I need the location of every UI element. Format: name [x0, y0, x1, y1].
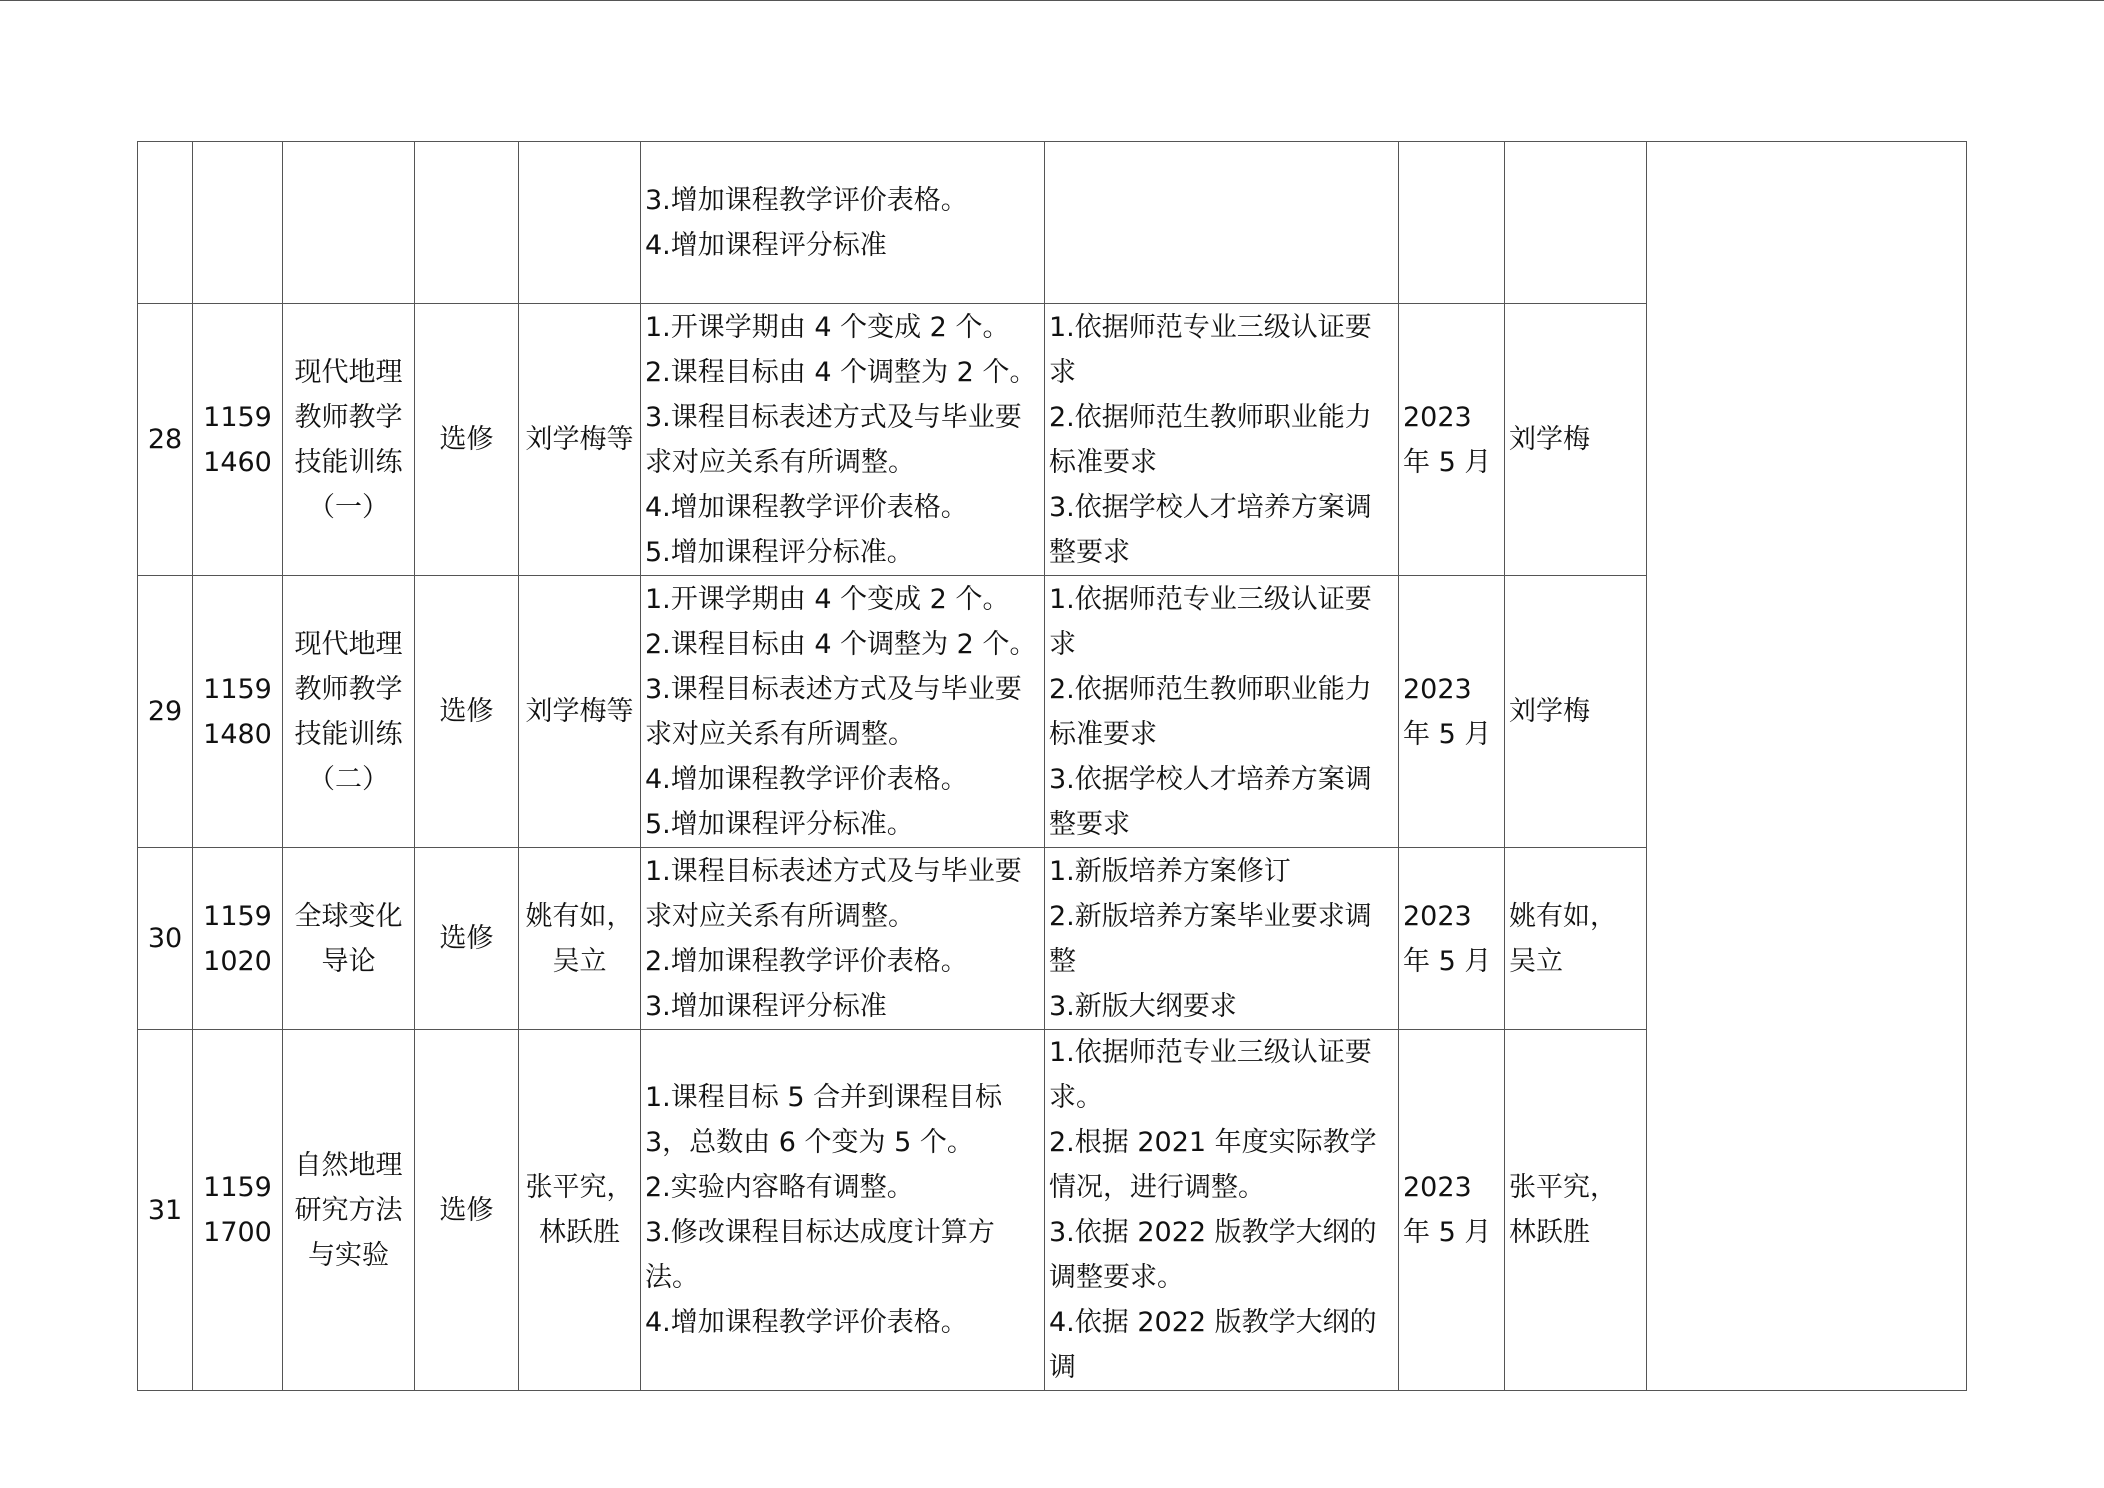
course-code: 11591460 [193, 304, 283, 576]
course-type: 选修 [415, 1030, 519, 1391]
revision-item: 2.实验内容略有调整。 [645, 1172, 914, 1203]
revision-basis [1045, 142, 1399, 304]
revision-date: 2023 年 5 月 [1399, 304, 1505, 576]
revision-item: 2.课程目标由 4 个调整为 2 个。 [645, 356, 1037, 388]
revision-item: 2.增加课程教学评价表格。 [645, 945, 968, 977]
revision-basis [1045, 576, 1399, 848]
revision-content [641, 304, 1045, 576]
row-number: 30 [138, 848, 193, 1030]
basis-item: 1.依据师范专业三级认证要求 [1049, 311, 1372, 388]
row-number: 31 [138, 1030, 193, 1391]
revision-date: 2023 年 5 月 [1399, 1030, 1505, 1391]
basis-item: 3.依据学校人才培养方案调整要求 [1049, 763, 1372, 840]
course-type: 选修 [415, 848, 519, 1030]
course-code [193, 142, 283, 304]
revision-item: 1.课程目标 5 合并到课程目标 3，总数由 6 个变为 5 个。 [645, 1082, 1003, 1158]
revision-person: 刘学梅 [1505, 576, 1647, 848]
revision-item: 4.增加课程教学评价表格。 [645, 1307, 968, 1338]
revision-item: 2.课程目标由 4 个调整为 2 个。 [645, 628, 1037, 660]
revision-item: 5.增加课程评分标准。 [645, 808, 914, 840]
course-code: 11591700 [193, 1030, 283, 1391]
revision-date: 2023 年 5 月 [1399, 576, 1505, 848]
page-top-border [0, 0, 2104, 1]
revision-person [1505, 142, 1647, 304]
revision-item: 3.课程目标表述方式及与毕业要求对应关系有所调整。 [645, 673, 1022, 750]
course-name: 现代地理教师教学技能训练（二） [283, 576, 415, 848]
revision-item: 3.增加课程教学评价表格。 [645, 184, 968, 216]
course-type: 选修 [415, 304, 519, 576]
revision-item: 1.开课学期由 4 个变成 2 个。 [645, 311, 1010, 343]
basis-item: 1.依据师范专业三级认证要求。 [1049, 1037, 1372, 1113]
remarks-cell [1647, 142, 1967, 1391]
table-row [138, 142, 1967, 304]
revision-item: 3.增加课程评分标准 [645, 990, 887, 1022]
revision-person: 张平究，林跃胜 [1505, 1030, 1647, 1391]
course-name [283, 142, 415, 304]
revision-date: 2023 年 5 月 [1399, 848, 1505, 1030]
revision-item: 1.开课学期由 4 个变成 2 个。 [645, 583, 1010, 615]
basis-item: 1.依据师范专业三级认证要求 [1049, 583, 1372, 660]
revision-content [641, 142, 1045, 304]
revision-item: 5.增加课程评分标准。 [645, 536, 914, 568]
basis-item: 3.依据学校人才培养方案调整要求 [1049, 491, 1372, 568]
revision-content [641, 848, 1045, 1030]
revision-person: 姚有如，吴立 [1505, 848, 1647, 1030]
course-teacher: 刘学梅等 [519, 304, 641, 576]
basis-item: 3.新版大纲要求 [1049, 990, 1237, 1022]
row-number: 28 [138, 304, 193, 576]
revision-item: 1.课程目标表述方式及与毕业要求对应关系有所调整。 [645, 855, 1022, 932]
basis-item: 1.新版培养方案修订 [1049, 855, 1291, 887]
course-name: 自然地理研究方法与实验 [283, 1030, 415, 1391]
course-teacher [519, 142, 641, 304]
revision-person: 刘学梅 [1505, 304, 1647, 576]
revision-content [641, 576, 1045, 848]
revision-item: 3.修改课程目标达成度计算方法。 [645, 1217, 995, 1293]
revision-item: 3.课程目标表述方式及与毕业要求对应关系有所调整。 [645, 401, 1022, 478]
revision-basis [1045, 1030, 1399, 1391]
course-teacher: 姚有如，吴立 [519, 848, 641, 1030]
course-teacher: 刘学梅等 [519, 576, 641, 848]
course-revision-table [137, 141, 1967, 1391]
revision-item: 4.增加课程评分标准 [645, 229, 887, 261]
revision-date [1399, 142, 1505, 304]
course-type: 选修 [415, 576, 519, 848]
revision-basis [1045, 304, 1399, 576]
course-name: 全球变化导论 [283, 848, 415, 1030]
row-number [138, 142, 193, 304]
row-number: 29 [138, 576, 193, 848]
basis-item: 4.依据 2022 版教学大纲的调 [1049, 1307, 1377, 1383]
basis-item: 3.依据 2022 版教学大纲的调整要求。 [1049, 1217, 1377, 1293]
course-type [415, 142, 519, 304]
course-teacher: 张平究，林跃胜 [519, 1030, 641, 1391]
course-name: 现代地理教师教学技能训练（一） [283, 304, 415, 576]
course-code: 11591020 [193, 848, 283, 1030]
revision-content [641, 1030, 1045, 1391]
course-code: 11591480 [193, 576, 283, 848]
revision-item: 4.增加课程教学评价表格。 [645, 491, 968, 523]
basis-item: 2.依据师范生教师职业能力标准要求 [1049, 673, 1372, 750]
basis-item: 2.新版培养方案毕业要求调整 [1049, 900, 1372, 977]
basis-item: 2.根据 2021 年度实际教学情况，进行调整。 [1049, 1127, 1377, 1203]
revision-basis [1045, 848, 1399, 1030]
revision-item: 4.增加课程教学评价表格。 [645, 763, 968, 795]
basis-item: 2.依据师范生教师职业能力标准要求 [1049, 401, 1372, 478]
